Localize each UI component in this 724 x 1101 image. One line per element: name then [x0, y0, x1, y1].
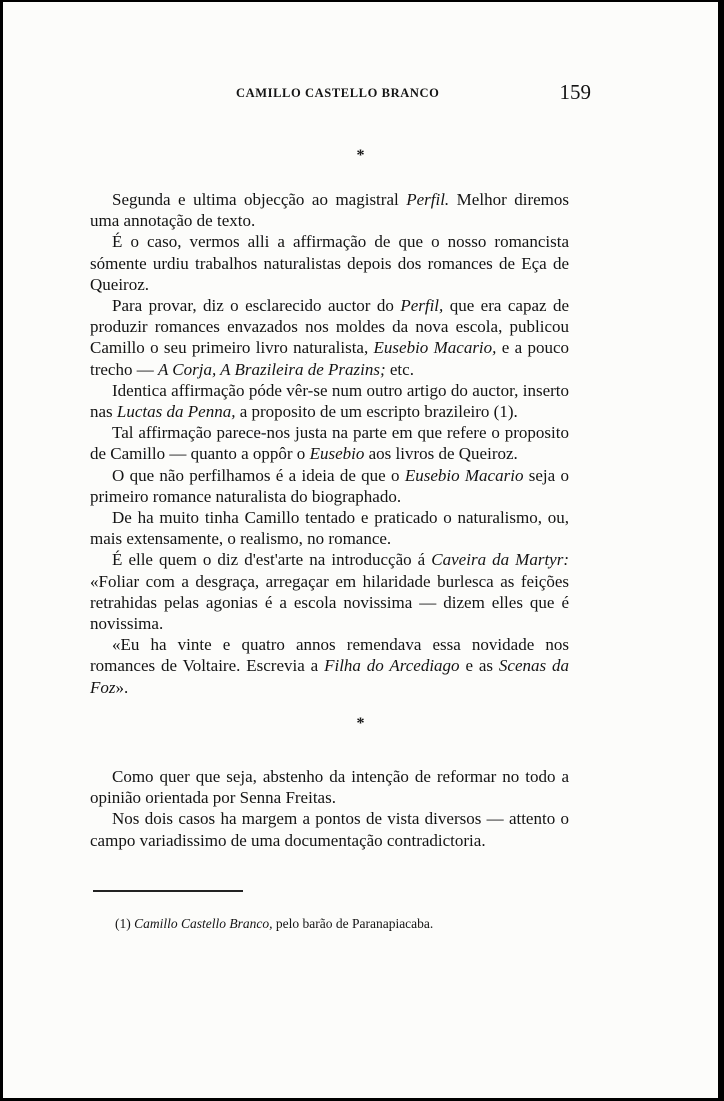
text-run: etc.	[385, 359, 414, 379]
text-run: e as	[459, 656, 499, 676]
paragraph	[90, 231, 569, 295]
text-run: De ha muito tinha Camillo tentado e praticado o naturalismo, ou, mais extensamente, o realismo, no romance.	[90, 508, 569, 549]
footnote-marker: (1)	[115, 916, 131, 931]
text-run: Tal affirmação parece-nos justa na parte em que refere o proposito de Camillo — quanto a oppôr o	[90, 423, 569, 464]
section-1-text	[90, 189, 569, 698]
italic-title: Luctas da Penna,	[116, 402, 236, 422]
text-run: seja o primeiro romance naturalista do biographado.	[90, 465, 569, 506]
section-ornament: *	[356, 715, 365, 732]
page-header	[121, 82, 591, 106]
italic-title: A Corja, A Brazileira de Prazins;	[157, 359, 386, 379]
paragraph	[90, 549, 569, 634]
section-ornament: *	[356, 147, 365, 164]
paragraph	[90, 189, 569, 231]
footnote-rule	[93, 890, 243, 892]
text-run: «Foliar com a desgraça, arregaçar em hilaridade burlesca as feições retrahidas pelas agonias é a escola novissima — dizem elles que é novissima.	[90, 571, 569, 634]
italic-title: Perfil.	[406, 190, 450, 209]
text-run: Como quer que seja, abstenho da intenção de reformar no todo a opinião orientada por Senna Freitas.	[90, 767, 569, 808]
text-run: Melhor diremos uma annotação de texto.	[90, 190, 569, 231]
text-run: Segunda e ultima objecção ao magistral	[112, 190, 407, 209]
italic-title: Eusebio Macario,	[373, 338, 497, 358]
italic-title: Filha do Arcediago	[324, 656, 460, 676]
italic-title: Scenas da Foz	[90, 656, 569, 697]
text-run: aos livros de Queiroz.	[364, 444, 518, 464]
paragraph	[90, 295, 569, 380]
text-run: e a pouco trecho —	[90, 338, 570, 379]
footnote-title: Camillo Castello Branco,	[134, 916, 273, 931]
footnote-text: pelo barão de Paranapiacaba.	[272, 916, 434, 931]
text-run: O que não perfilhamos é a ideia de que o	[112, 465, 405, 485]
paragraph	[90, 634, 569, 698]
text-run: Nos dois casos ha margem a pontos de vista diversos — attento o campo variadissimo de uma documentação contradictoria.	[90, 809, 569, 850]
italic-title: Caveira da Martyr:	[431, 550, 570, 570]
paragraph	[90, 465, 569, 507]
paragraph	[90, 808, 569, 850]
paragraph	[90, 380, 569, 422]
page-number: 159	[559, 80, 591, 104]
text-run: que era capaz de produzir romances envazados nos moldes da nova escola, publicou Camillo o seu primeiro livro naturalista,	[90, 296, 569, 358]
paragraph	[90, 766, 569, 808]
text-run: Identica affirmação póde vêr-se num outro artigo do auctor, inserto nas	[90, 380, 569, 422]
text-run: Para provar, diz o esclarecido auctor do	[112, 296, 401, 316]
text-run: a proposito de um escripto brazileiro (1).	[235, 402, 518, 422]
italic-title: Eusebio Macario	[404, 465, 524, 485]
text-run: É elle quem o diz d'est'arte na introducção á	[112, 550, 432, 570]
text-run: «Eu ha vinte e quatro annos remendava essa novidade nos romances de Voltaire. Escrevia a	[90, 635, 569, 676]
italic-title: Eusebio	[309, 444, 365, 464]
running-head: CAMILLO CASTELLO BRANCO	[236, 86, 440, 100]
text-run: É o caso, vermos alli a affirmação de que o nosso romancista sómente urdiu trabalhos naturalistas depois dos romances de Eça de Queiroz.	[90, 232, 569, 294]
paragraph	[90, 422, 569, 464]
text-run: ».	[115, 677, 129, 697]
italic-title: Perfil,	[400, 296, 444, 316]
paragraph	[90, 507, 569, 549]
book-page	[3, 2, 718, 1098]
section-2-text	[90, 766, 569, 851]
footnote	[115, 916, 433, 932]
